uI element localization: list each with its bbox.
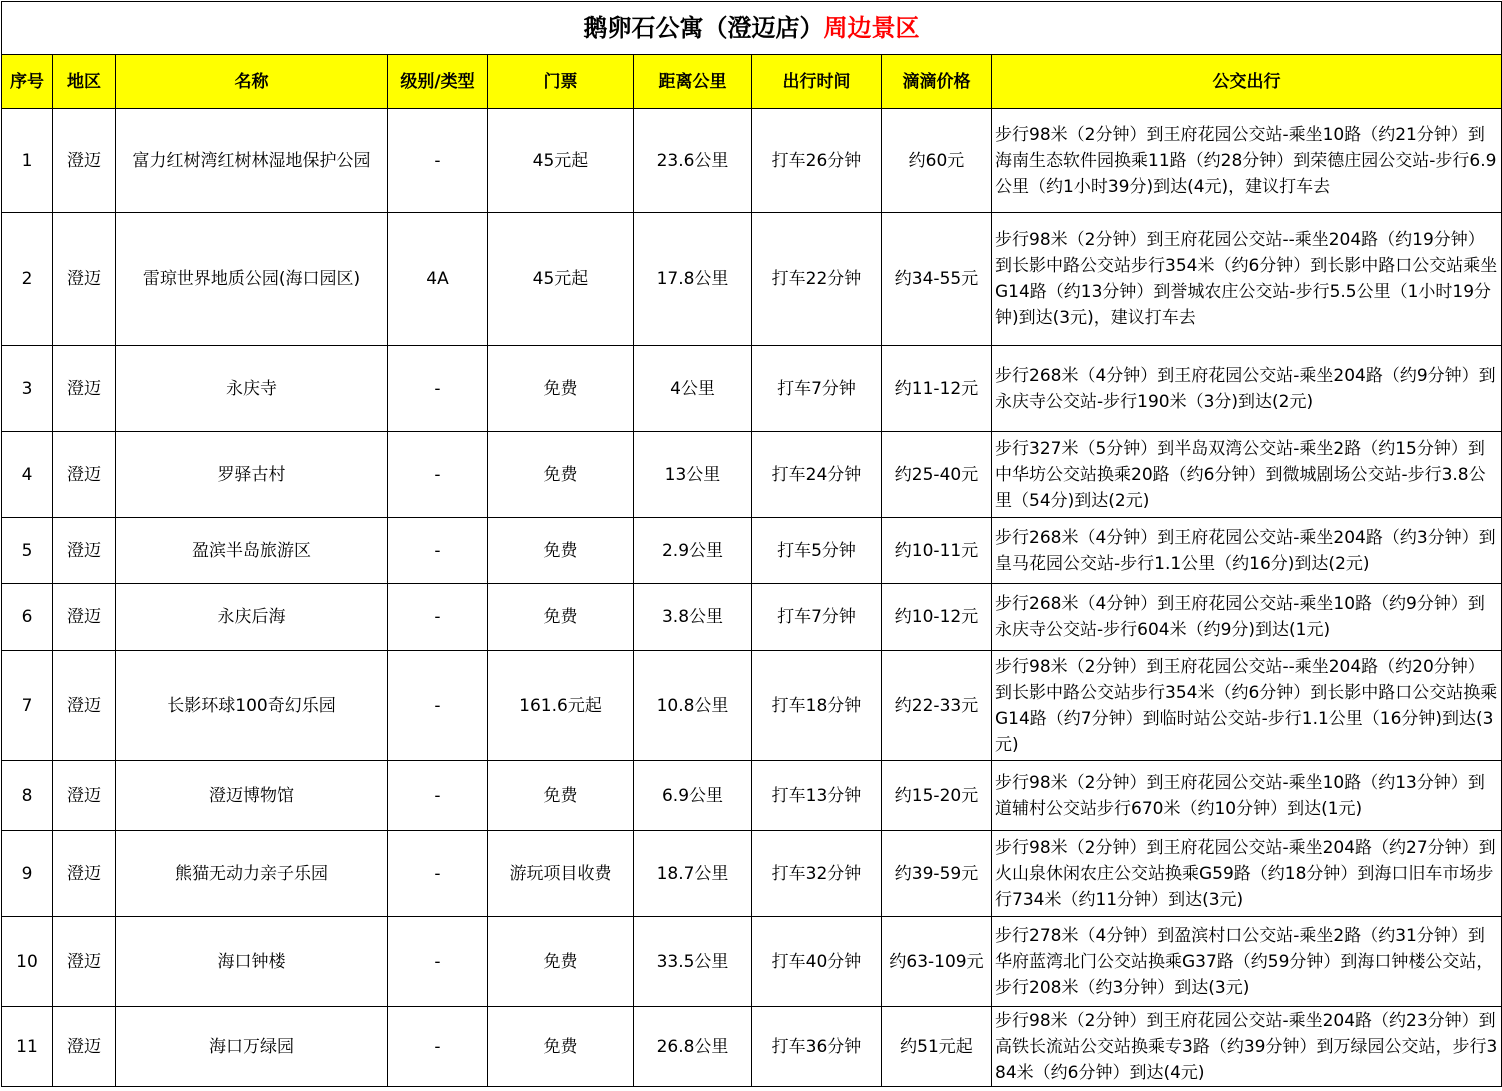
cell-region: 澄迈 <box>53 1007 116 1087</box>
cell-price: 约51元起 <box>882 1007 992 1087</box>
cell-ticket: 免费 <box>488 584 634 651</box>
cell-no: 11 <box>2 1007 53 1087</box>
cell-level: 4A <box>388 213 488 346</box>
cell-time: 打车40分钟 <box>752 917 882 1007</box>
cell-distance: 23.6公里 <box>634 109 752 213</box>
cell-bus: 步行98米（2分钟）到王府花园公交站--乘坐204路（约19分钟）到长影中路公交站步行354米（约6分钟）到长影中路口公交站乘坐G14路（约13分钟）到誉城农庄公交站-步行5.5公里（1小时19分钟)到达(3元)，建议打车去 <box>992 213 1502 346</box>
cell-region: 澄迈 <box>53 761 116 831</box>
cell-time: 打车18分钟 <box>752 651 882 761</box>
cell-time: 打车36分钟 <box>752 1007 882 1087</box>
header-time: 出行时间 <box>752 55 882 109</box>
cell-no: 7 <box>2 651 53 761</box>
title-highlight: 周边景区 <box>823 14 920 42</box>
cell-region: 澄迈 <box>53 213 116 346</box>
cell-no: 2 <box>2 213 53 346</box>
cell-name: 富力红树湾红树林湿地保护公园 <box>116 109 388 213</box>
cell-name: 雷琼世界地质公园(海口园区) <box>116 213 388 346</box>
cell-no: 5 <box>2 518 53 584</box>
cell-bus: 步行98米（2分钟）到王府花园公交站-乘坐204路（约23分钟）到高铁长流站公交站换乘专3路（约39分钟）到万绿园公交站，步行384米（约6分钟）到达(4元) <box>992 1007 1502 1087</box>
cell-no: 10 <box>2 917 53 1007</box>
cell-bus: 步行278米（4分钟）到盈滨村口公交站-乘坐2路（约31分钟）到华府蓝湾北门公交站换乘G37路（约59分钟）到海口钟楼公交站，步行208米（约3分钟）到达(3元) <box>992 917 1502 1007</box>
cell-price: 约60元 <box>882 109 992 213</box>
cell-ticket: 免费 <box>488 917 634 1007</box>
cell-distance: 10.8公里 <box>634 651 752 761</box>
cell-no: 3 <box>2 346 53 432</box>
cell-time: 打车7分钟 <box>752 584 882 651</box>
cell-price: 约63-109元 <box>882 917 992 1007</box>
table-title <box>2 2 1502 55</box>
cell-distance: 33.5公里 <box>634 917 752 1007</box>
cell-level: - <box>388 432 488 518</box>
table-row <box>2 831 1502 917</box>
header-distance: 距离公里 <box>634 55 752 109</box>
cell-name: 海口钟楼 <box>116 917 388 1007</box>
cell-time: 打车13分钟 <box>752 761 882 831</box>
cell-no: 8 <box>2 761 53 831</box>
cell-time: 打车26分钟 <box>752 109 882 213</box>
cell-ticket: 45元起 <box>488 109 634 213</box>
cell-name: 盈滨半岛旅游区 <box>116 518 388 584</box>
cell-level: - <box>388 831 488 917</box>
cell-distance: 4公里 <box>634 346 752 432</box>
cell-ticket: 45元起 <box>488 213 634 346</box>
cell-ticket: 161.6元起 <box>488 651 634 761</box>
cell-distance: 26.8公里 <box>634 1007 752 1087</box>
cell-no: 1 <box>2 109 53 213</box>
cell-level: - <box>388 109 488 213</box>
header-level: 级别/类型 <box>388 55 488 109</box>
cell-bus: 步行98米（2分钟）到王府花园公交站-乘坐204路（约27分钟）到火山泉休闲农庄公交站换乘G59路（约18分钟）到海口旧车市场步行734米（约11分钟）到达(3元) <box>992 831 1502 917</box>
cell-level: - <box>388 651 488 761</box>
cell-ticket: 免费 <box>488 432 634 518</box>
cell-distance: 6.9公里 <box>634 761 752 831</box>
cell-bus: 步行98米（2分钟）到王府花园公交站-乘坐10路（约21分钟）到海南生态软件园换乘11路（约28分钟）到荣德庄园公交站-步行6.9公里（约1小时39分)到达(4元)，建议打车去 <box>992 109 1502 213</box>
title-main: 鹅卵石公寓（澄迈店） <box>583 14 824 42</box>
cell-region: 澄迈 <box>53 584 116 651</box>
table-row <box>2 761 1502 831</box>
cell-price: 约34-55元 <box>882 213 992 346</box>
scenic-spots-table <box>1 1 1502 1087</box>
cell-ticket: 免费 <box>488 346 634 432</box>
cell-region: 澄迈 <box>53 917 116 1007</box>
header-name: 名称 <box>116 55 388 109</box>
cell-price: 约11-12元 <box>882 346 992 432</box>
cell-region: 澄迈 <box>53 518 116 584</box>
header-ticket: 门票 <box>488 55 634 109</box>
cell-name: 海口万绿园 <box>116 1007 388 1087</box>
cell-region: 澄迈 <box>53 346 116 432</box>
table-row <box>2 213 1502 346</box>
cell-no: 6 <box>2 584 53 651</box>
cell-bus: 步行268米（4分钟）到王府花园公交站-乘坐10路（约9分钟）到永庆寺公交站-步行604米（约9分)到达(1元) <box>992 584 1502 651</box>
cell-bus: 步行268米（4分钟）到王府花园公交站-乘坐204路（约3分钟）到皇马花园公交站-步行1.1公里（约16分)到达(2元) <box>992 518 1502 584</box>
cell-name: 长影环球100奇幻乐园 <box>116 651 388 761</box>
cell-ticket: 免费 <box>488 1007 634 1087</box>
cell-distance: 18.7公里 <box>634 831 752 917</box>
cell-level: - <box>388 917 488 1007</box>
cell-price: 约39-59元 <box>882 831 992 917</box>
cell-ticket: 游玩项目收费 <box>488 831 634 917</box>
cell-time: 打车32分钟 <box>752 831 882 917</box>
cell-name: 熊猫无动力亲子乐园 <box>116 831 388 917</box>
header-bus: 公交出行 <box>992 55 1502 109</box>
table-row <box>2 109 1502 213</box>
cell-ticket: 免费 <box>488 518 634 584</box>
cell-name: 澄迈博物馆 <box>116 761 388 831</box>
header-price: 滴滴价格 <box>882 55 992 109</box>
cell-bus: 步行98米（2分钟）到王府花园公交站--乘坐204路（约20分钟）到长影中路公交站步行354米（约6分钟）到长影中路口公交站换乘G14路（约7分钟）到临时站公交站-步行1.1公里（16分钟)到达(3元) <box>992 651 1502 761</box>
cell-time: 打车5分钟 <box>752 518 882 584</box>
cell-bus: 步行268米（4分钟）到王府花园公交站-乘坐204路（约9分钟）到永庆寺公交站-步行190米（3分)到达(2元) <box>992 346 1502 432</box>
cell-no: 9 <box>2 831 53 917</box>
header-no: 序号 <box>2 55 53 109</box>
cell-time: 打车7分钟 <box>752 346 882 432</box>
table-row <box>2 1007 1502 1087</box>
cell-distance: 17.8公里 <box>634 213 752 346</box>
cell-distance: 3.8公里 <box>634 584 752 651</box>
cell-price: 约15-20元 <box>882 761 992 831</box>
cell-region: 澄迈 <box>53 651 116 761</box>
cell-level: - <box>388 584 488 651</box>
cell-price: 约10-11元 <box>882 518 992 584</box>
title-row <box>2 2 1502 55</box>
table-row <box>2 346 1502 432</box>
cell-level: - <box>388 1007 488 1087</box>
cell-region: 澄迈 <box>53 432 116 518</box>
cell-no: 4 <box>2 432 53 518</box>
table-row <box>2 518 1502 584</box>
cell-name: 永庆寺 <box>116 346 388 432</box>
cell-distance: 13公里 <box>634 432 752 518</box>
cell-name: 罗驿古村 <box>116 432 388 518</box>
cell-level: - <box>388 761 488 831</box>
header-region: 地区 <box>53 55 116 109</box>
table-row <box>2 651 1502 761</box>
cell-distance: 2.9公里 <box>634 518 752 584</box>
cell-bus: 步行327米（5分钟）到半岛双湾公交站-乘坐2路（约15分钟）到中华坊公交站换乘20路（约6分钟）到微城剧场公交站-步行3.8公里（54分)到达(2元) <box>992 432 1502 518</box>
cell-level: - <box>388 518 488 584</box>
table-row <box>2 917 1502 1007</box>
cell-level: - <box>388 346 488 432</box>
cell-price: 约22-33元 <box>882 651 992 761</box>
cell-price: 约10-12元 <box>882 584 992 651</box>
cell-bus: 步行98米（2分钟）到王府花园公交站-乘坐10路（约13分钟）到道辅村公交站步行670米（约10分钟）到达(1元) <box>992 761 1502 831</box>
table-row <box>2 584 1502 651</box>
header-row <box>2 55 1502 109</box>
table-row <box>2 432 1502 518</box>
cell-time: 打车24分钟 <box>752 432 882 518</box>
cell-region: 澄迈 <box>53 109 116 213</box>
cell-time: 打车22分钟 <box>752 213 882 346</box>
cell-price: 约25-40元 <box>882 432 992 518</box>
cell-ticket: 免费 <box>488 761 634 831</box>
cell-name: 永庆后海 <box>116 584 388 651</box>
cell-region: 澄迈 <box>53 831 116 917</box>
